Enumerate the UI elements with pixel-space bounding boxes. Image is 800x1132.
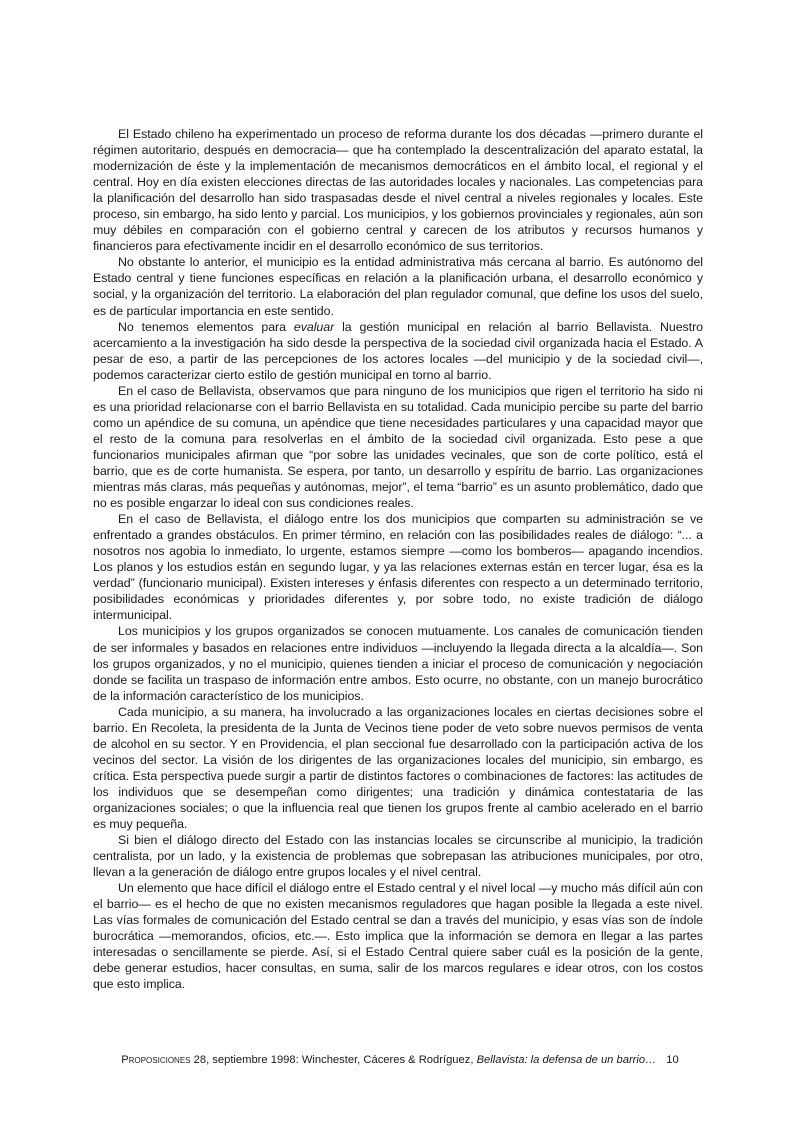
paragraph [93, 832, 703, 880]
paragraph-text: En el caso de Bellavista, el diálogo entre los dos municipios que comparten su administración se ve enfrentado a grandes obstáculos. En primer término, en relación con las posibilidades reales de diálogo: “... a nosotros nos agobia lo inmediato, lo urgente, estamos siempre —como los bomberos— apagando incendios. Los planos y los estudios están en segundo lugar, y ya las relaciones externas están en tercer lugar, ésa es la verdad” (funcionario municipal). Existen intereses y énfasis diferentes con respecto a un determinado territorio, posibilidades económicas y prioridades diferentes y, por sobre todo, no existe tradición de diálogo intermunicipal. [93, 512, 703, 623]
paragraph-text: El Estado chileno ha experimentado un proceso de reforma durante los dos décadas —primero durante el régimen autoritario, después en democracia— que ha contemplado la descentralización del aparato estatal, la modernización de éste y la implementación de mecanismos democráticos en el ámbito local, el regional y el central. Hoy en día existen elecciones directas de las autoridades locales y nacionales. Las competencias para la planificación del desarrollo han sido traspasadas desde el nivel central a niveles regionales y locales. Este proceso, sin embargo, ha sido lento y parcial. Los municipios, y los gobiernos provinciales y regionales, aún son muy débiles en comparación con el gobierno central y carecen de los atributos y recursos humanos y financieros para efectivamente incidir en el desarrollo económico de sus territorios. [93, 127, 703, 254]
paragraph-text: En el caso de Bellavista, observamos que para ninguno de los municipios que rigen el territorio ha sido ni es una prioridad relacionarse con el barrio Bellavista en su totalidad. Cada municipio percibe su parte del barrio como un apéndice de su comuna, un apéndice que tiene necesidades particulares y una capacidad mayor que el resto de la comuna para resolverlas en el ámbito de la sociedad civil organizada. Esto pese a que funcionarios municipales afirman que “por sobre las unidades vecinales, que son de corte político, está el barrio, que es de corte humanista. Se espera, por tanto, un desarrollo y espíritu de barrio. Las organizaciones mientras más claras, más pequeñas y autónomas, mejor”, el tema “barrio” es un asunto problemático, dado que no es posible engarzar lo ideal con sus condiciones reales. [93, 383, 703, 511]
paragraph [93, 319, 703, 383]
paragraph-text: la gestión municipal en relación al barrio Bellavista. Nuestro acercamiento a la investigación ha sido desde la perspectiva de la sociedad civil organizada hacia el Estado. A pesar de eso, a partir de las percepciones de los actores locales —del municipio y de la sociedad civil—, podemos caracterizar cierto estilo de gestión municipal en torno al barrio. [93, 319, 703, 382]
emphasized-text: evaluar [293, 319, 335, 334]
paragraph [93, 623, 703, 703]
paragraph-text: Un elemento que hace difícil el diálogo entre el Estado central y el nivel local —y mucho más difícil aún con el barrio— es el hecho de que no existen mecanismos reguladores que hagan posible la llegada a este nivel. Las vías formales de comunicación del Estado central se dan a través del municipio, y esas vías son de índole burocrática —memorandos, oficios, etc.—. Esto implica que la información se demora en llegar a las partes interesadas o sencillamente se pierde. Así, si el Estado Central quiere saber cuál es la posición de la gente, debe generar estudios, hacer consultas, en suma, salir de los marcos regulares e idear otros, con los costos que esto implica. [93, 881, 703, 992]
paragraph [93, 126, 703, 254]
body-text [93, 126, 703, 993]
paragraph-text: No obstante lo anterior, el municipio es la entidad administrativa más cercana al barrio. Es autónomo del Estado central y tiene funciones específicas en relación a la planificación urbana, el desarrollo económico y social, y la organización del territorio. La elaboración del plan regulador comunal, que define los usos del suelo, es de particular importancia en este sentido. [93, 255, 703, 318]
paragraph [93, 511, 703, 623]
paragraph [93, 383, 703, 511]
paragraph-text: Los municipios y los grupos organizados se conocen mutuamente. Los canales de comunicación tienden de ser informales y basados en relaciones entre individuos —incluyendo la llegada directa a la alcaldía—. Son los grupos organizados, y no el municipio, quienes tienden a iniciar el proceso de comunicación y negociación donde se facilita un traspaso de información entre ambos. Esto ocurre, no obstante, con un manejo burocrático de la información característico de los municipios. [93, 624, 703, 703]
paragraph-text: Cada municipio, a su manera, ha involucrado a las organizaciones locales en ciertas decisiones sobre el barrio. En Recoleta, la presidenta de la Junta de Vecinos tiene poder de veto sobre nuevos permisos de venta de alcohol en su sector. Y en Providencia, el plan seccional fue desarrollado con la participación activa de los vecinos del sector. La visión de los dirigentes de las organizaciones locales del municipio, sin embargo, es crítica. Esta perspectiva puede surgir a partir de distintos factores o combinaciones de factores: las actitudes de los individuos que se desempeñan como dirigentes; una tradición y dinámica contestataria de las organizaciones sociales; o que la influencia real que tienen los grupos frente al cambio acelerado en el barrio es muy pequeña. [93, 704, 703, 832]
paragraph [93, 880, 703, 992]
footer-article-title: Bellavista: la defensa de un barrio… [476, 1054, 657, 1066]
paragraph [93, 704, 703, 832]
page-footer [0, 1053, 800, 1067]
page-number: 10 [666, 1054, 679, 1066]
paragraph-text: No tenemos elementos para [118, 319, 294, 334]
paragraph-text: Si bien el diálogo directo del Estado con las instancias locales se circunscribe al municipio, la tradición centralista, por un lado, y la existencia de problemas que sobrepasan las atribuciones municipales, por otro, llevan a la generación de diálogo entre grupos locales y el nivel central. [93, 833, 703, 880]
footer-issue-info: 28, septiembre 1998: Winchester, Cáceres & Rodríguez, [190, 1054, 477, 1066]
paragraph [93, 254, 703, 318]
footer-journal-name: Proposiciones [121, 1054, 191, 1066]
